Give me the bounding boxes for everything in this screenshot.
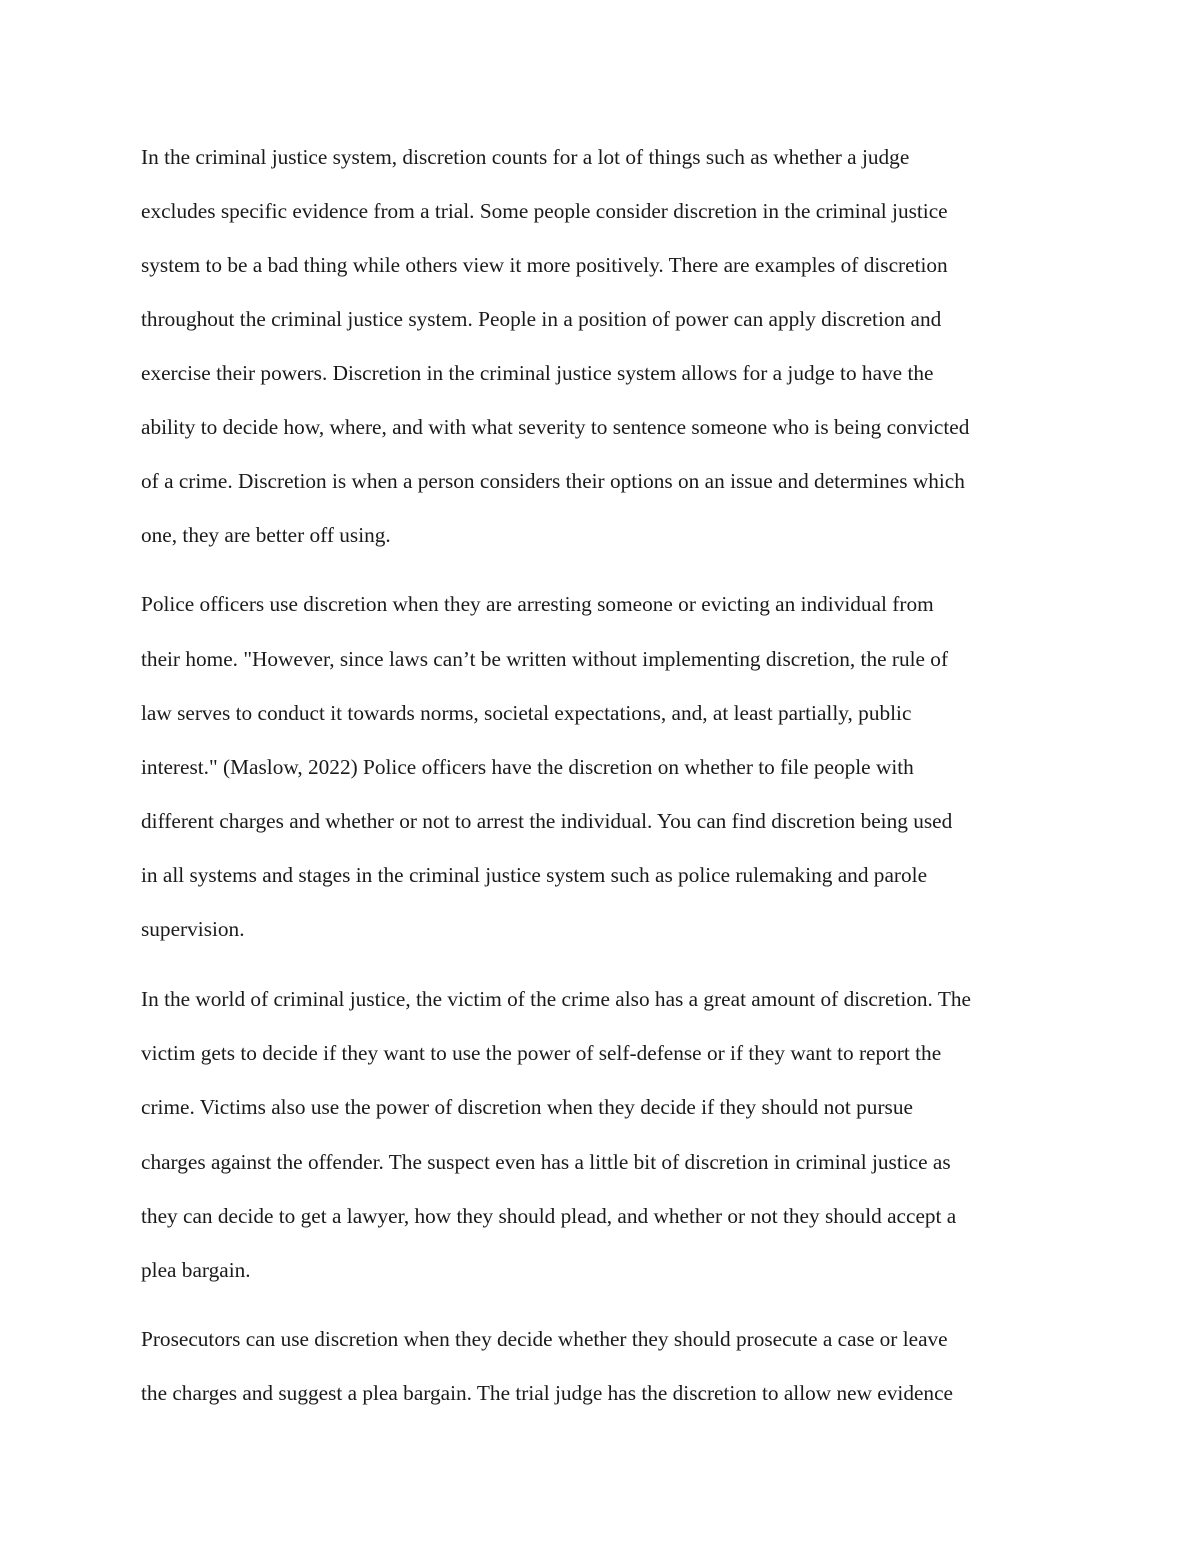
paragraph-line: different charges and whether or not to arrest the individual. You can find discretion being used xyxy=(141,809,953,833)
paragraph-line: system to be a bad thing while others view it more positively. There are examples of discretion xyxy=(141,253,948,277)
paragraph-line: In the world of criminal justice, the victim of the crime also has a great amount of discretion. The xyxy=(141,987,971,1011)
paragraph-line: charges against the offender. The suspect even has a little bit of discretion in criminal justice as xyxy=(141,1150,951,1174)
paragraph-line: Prosecutors can use discretion when they decide whether they should prosecute a case or leave xyxy=(141,1327,948,1351)
paragraph-line: the charges and suggest a plea bargain. The trial judge has the discretion to allow new evidence xyxy=(141,1381,953,1405)
paragraph-line: victim gets to decide if they want to use the power of self-defense or if they want to report the xyxy=(141,1041,942,1065)
paragraph-line: in all systems and stages in the criminal justice system such as police rulemaking and parole xyxy=(141,863,928,887)
paragraph-line: law serves to conduct it towards norms, societal expectations, and, at least partially, public xyxy=(141,701,912,725)
paragraph-line: interest." (Maslow, 2022) Police officers have the discretion on whether to file people with xyxy=(141,755,914,779)
paragraph-line: they can decide to get a lawyer, how they should plead, and whether or not they should accept a xyxy=(141,1204,957,1228)
paragraph-line: excludes specific evidence from a trial. Some people consider discretion in the criminal justice xyxy=(141,199,948,223)
paragraph-line: one, they are better off using. xyxy=(141,523,391,547)
paragraph-line: Police officers use discretion when they are arresting someone or evicting an individual from xyxy=(141,592,934,616)
paragraph-line: of a crime. Discretion is when a person considers their options on an issue and determines which xyxy=(141,469,965,493)
paragraph-line: exercise their powers. Discretion in the criminal justice system allows for a judge to have the xyxy=(141,361,934,385)
paragraph-line: supervision. xyxy=(141,917,245,941)
paragraph-line: their home. "However, since laws can’t be written without implementing discretion, the rule of xyxy=(141,647,949,671)
paragraph-line: ability to decide how, where, and with what severity to sentence someone who is being convicted xyxy=(141,415,970,439)
paragraph-line: throughout the criminal justice system. People in a position of power can apply discretion and xyxy=(141,307,942,331)
paragraph-line: In the criminal justice system, discretion counts for a lot of things such as whether a judge xyxy=(141,145,910,169)
paragraph-line: crime. Victims also use the power of discretion when they decide if they should not pursue xyxy=(141,1095,913,1119)
paragraph-line: plea bargain. xyxy=(141,1258,251,1282)
